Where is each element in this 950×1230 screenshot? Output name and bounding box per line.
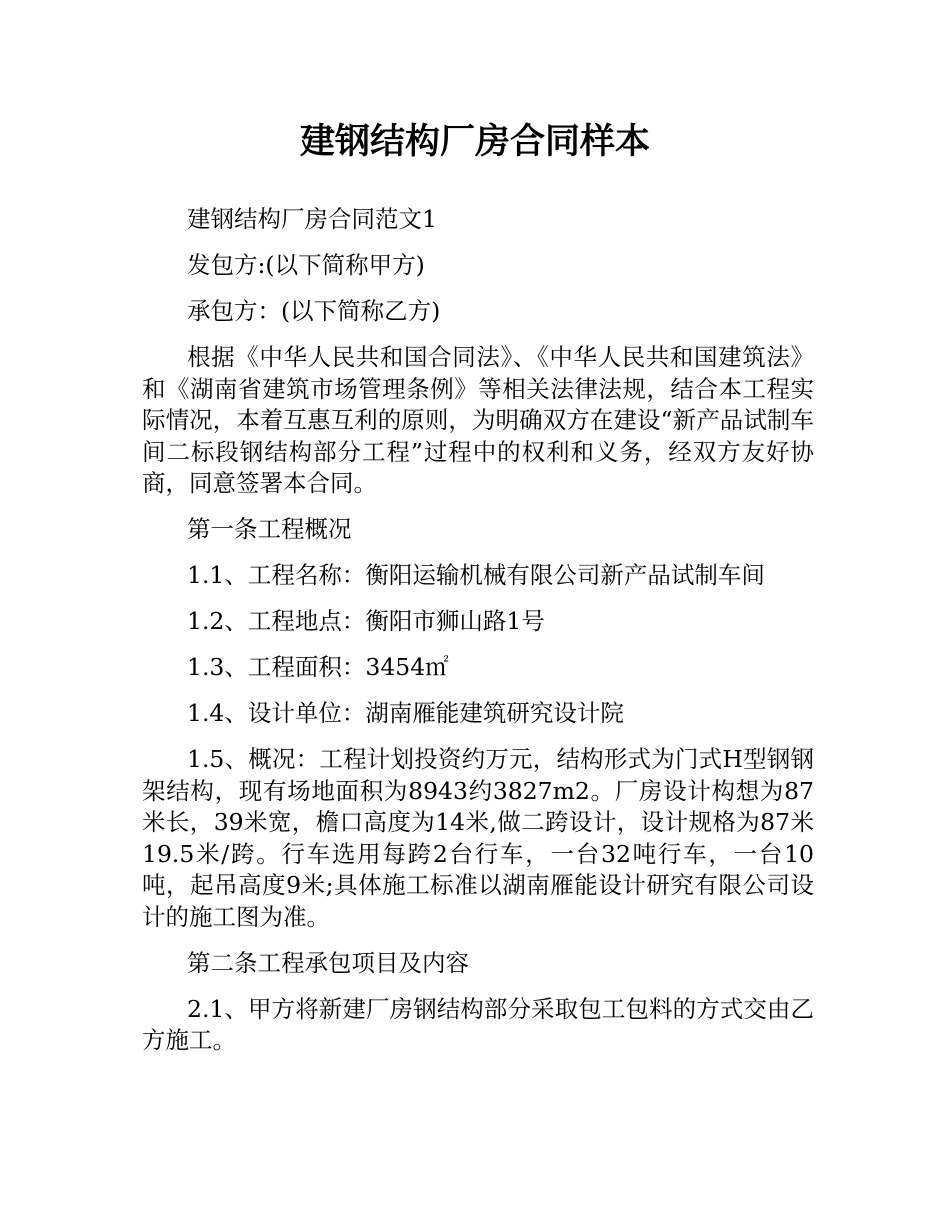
document-title: 建钢结构厂房合同样本 <box>299 122 650 162</box>
document-body <box>142 204 814 1071</box>
paragraph-overview: 1.5、概况：工程计划投资约万元，结构形式为门式H型钢钢架结构，现有场地面积为8943约3827m2。厂房设计构想为87米长，39米宽，檐口高度为14米,做二跨设计，设计规格为87米19.5米/跨。行车选用每跨2台行车，一台32吨行车，一台10吨，起吊高度9米;具体施工标准以湖南雁能设计研究有限公司设计的施工图为准。 <box>142 745 814 931</box>
paragraph-contract-sample-heading: 建钢结构厂房合同范文1 <box>187 205 437 233</box>
paragraph-party-a: 发包方:(以下简称甲方) <box>187 251 425 279</box>
paragraph-project-location: 1.2、工程地点：衡阳市狮山路1号 <box>187 607 545 635</box>
paragraph-party-b: 承包方：(以下简称乙方) <box>187 297 441 325</box>
paragraph-preamble: 根据《中华人民共和国合同法》、《中华人民共和国建筑法》和《湖南省建筑市场管理条例》等相关法律法规，结合本工程实际情况，本着互惠互利的原则，为明确双方在建设“新产品试制车间二标段钢结构部分工程”过程中的权利和义务，经双方友好协商，同意签署本合同。 <box>142 343 814 497</box>
section-heading-article-2: 第二条工程承包项目及内容 <box>187 948 469 977</box>
paragraph-project-area: 1.3、工程面积：3454㎡ <box>187 653 449 681</box>
paragraph-project-name: 1.1、工程名称：衡阳运输机械有限公司新产品试制车间 <box>187 561 765 589</box>
section-heading-article-1: 第一条工程概况 <box>187 515 352 543</box>
paragraph-design-unit: 1.4、设计单位：湖南雁能建筑研究设计院 <box>187 699 624 727</box>
paragraph-scope: 2.1、甲方将新建厂房钢结构部分采取包工包料的方式交由乙方施工。 <box>142 994 814 1054</box>
